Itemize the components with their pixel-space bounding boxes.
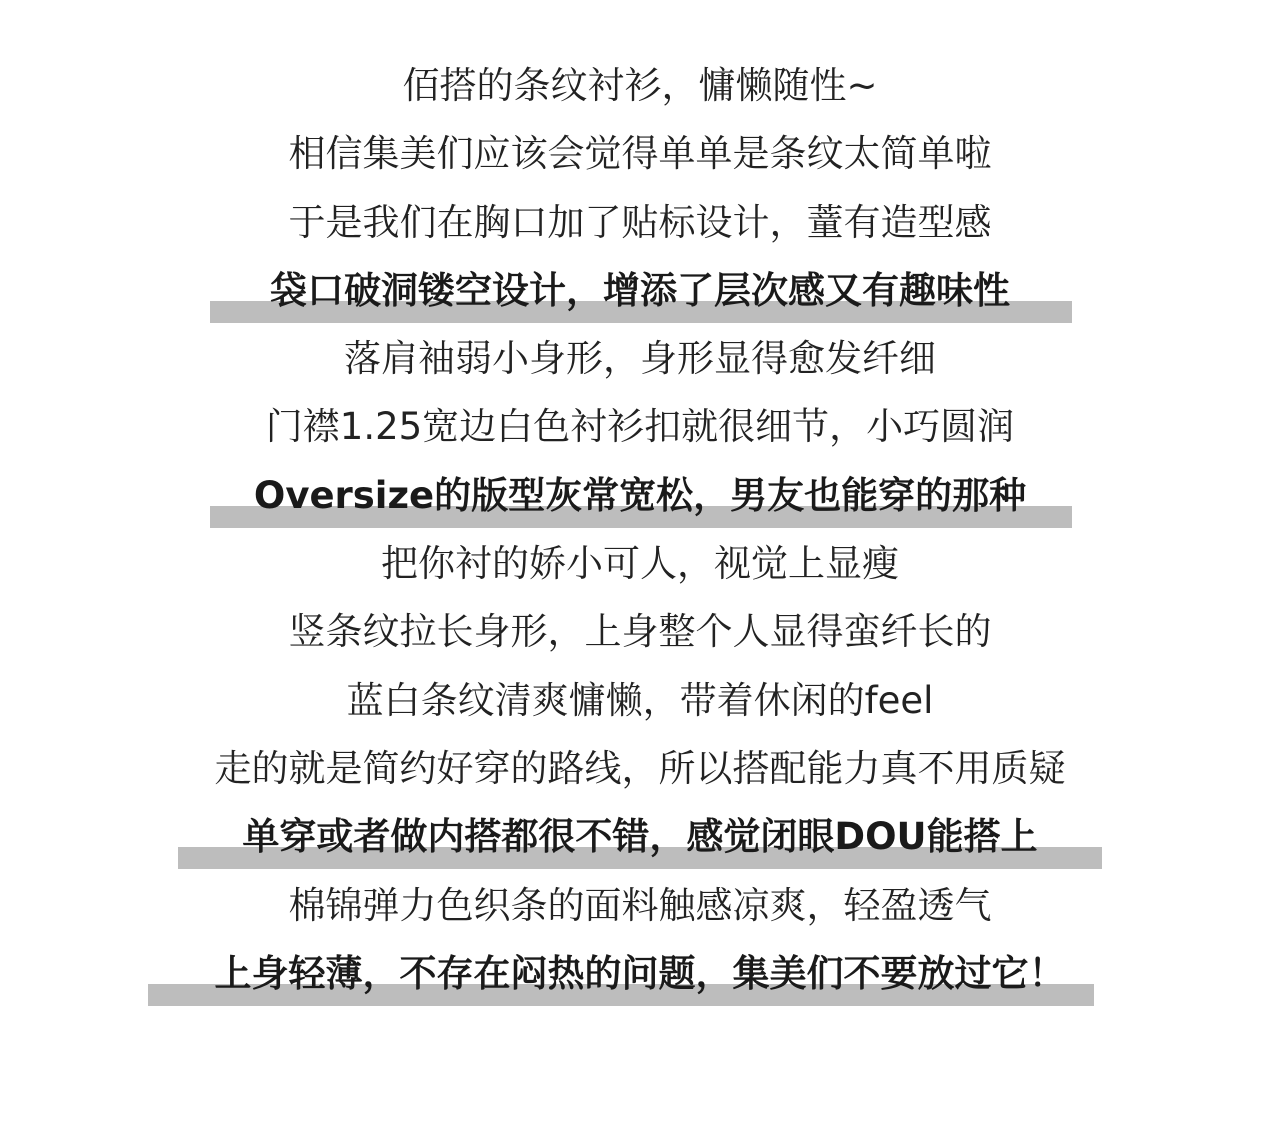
text-line [0,325,1280,393]
text-line-content: 于是我们在胸口加了贴标设计，蕫有造型感 [288,200,992,244]
text-line [0,189,1280,257]
highlighted-text-line [0,257,1280,325]
text-line-content: 单穿或者做内搭都很不错，感觉闭眼DOU能搭上 [242,815,1038,859]
text-line [0,598,1280,666]
text-line [0,530,1280,598]
text-line [0,52,1280,120]
text-line-content: Oversize的版型灰常宽松，男友也能穿的那种 [253,473,1027,517]
text-line [0,393,1280,461]
text-line-content: 棉锦弹力色织条的面料触感凉爽，轻盈透气 [288,883,992,927]
text-line [0,735,1280,803]
text-line-content: 佰搭的条纹衬衫，慵懒随性~ [402,64,878,107]
text-line-content: 上身轻薄，不存在闷热的问题，集美们不要放过它！ [214,951,1066,995]
highlighted-text-line [0,462,1280,530]
text-line-content: 走的就是简约好穿的路线，所以搭配能力真不用质疑 [214,746,1066,790]
text-line-content: 把你衬的娇小可人，视觉上显瘦 [381,542,899,586]
highlighted-text-line [0,940,1280,1008]
text-line [0,120,1280,188]
text-line-content: 落肩袖弱小身形，身形显得愈发纤细 [344,337,936,381]
description-text-block [0,52,1280,1008]
text-line-content: 袋口破洞镂空设计，增添了层次感又有趣味性 [270,268,1010,312]
text-line [0,667,1280,735]
text-line [0,872,1280,940]
highlighted-text-line [0,803,1280,871]
text-line-content: 门襟1.25宽边白色衬衫扣就很细节，小巧圆润 [265,405,1015,449]
text-line-content: 相信集美们应该会觉得单单是条纹太简单啦 [288,132,992,176]
text-line-content: 竖条纹拉长身形，上身整个人显得蛮纤长的 [288,610,992,654]
text-line-content: 蓝白条纹清爽慵懒，带着休闲的feel [346,678,934,722]
